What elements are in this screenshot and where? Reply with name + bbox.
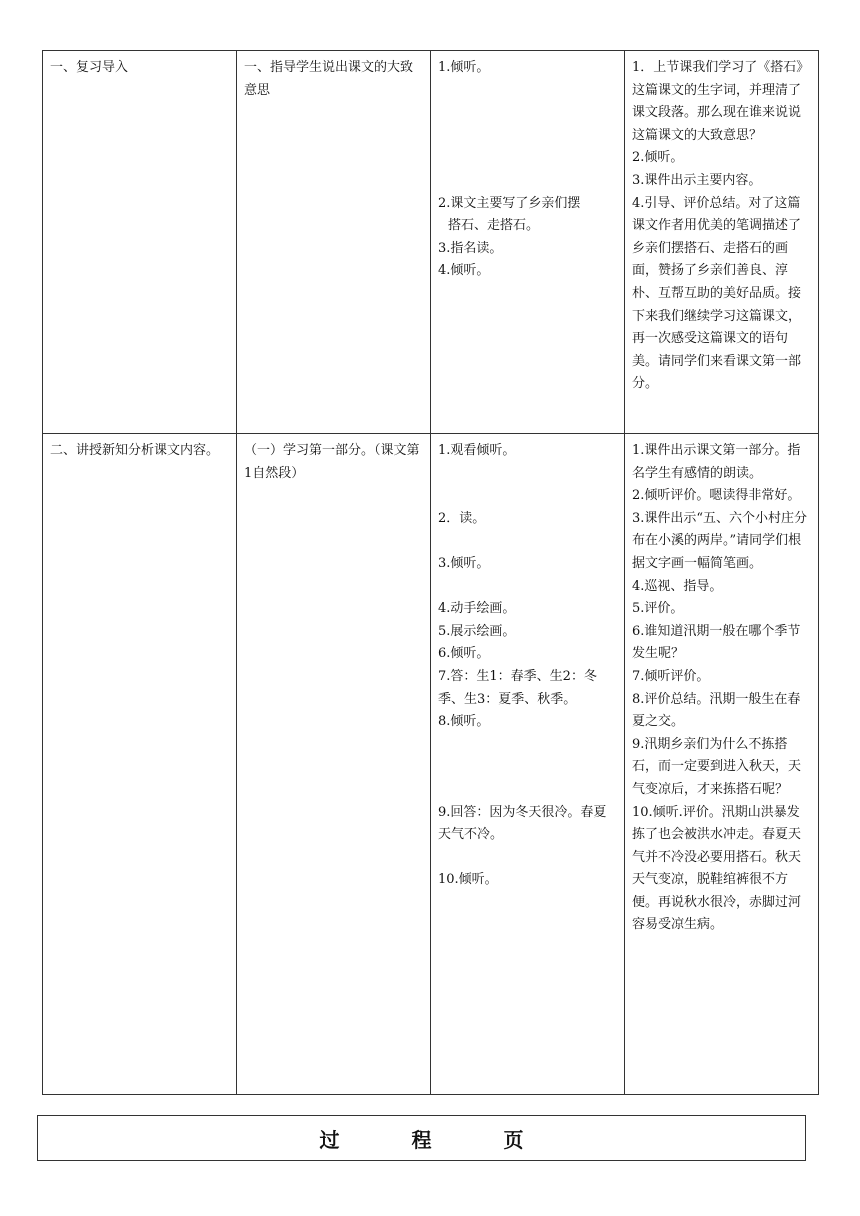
spacer xyxy=(438,756,618,779)
spacer xyxy=(438,576,618,599)
spacer xyxy=(438,102,618,125)
student-line: 1.观看倾听。 xyxy=(438,443,516,458)
table-row xyxy=(43,434,819,1095)
teacher-line: 6.谁知道汛期一般在哪个季节发生呢？ xyxy=(632,623,801,662)
teacher-line: 2.倾听评价。嗯读得非常好。 xyxy=(632,488,801,504)
teacher-line: 4.引导、评价总结。对了这篇课文作者用优美的笔调描述了乡亲们摆搭石、走搭石的画面，赞扬了乡亲们善良、淳朴、互帮互助的美好品质。接下来我们继续学习这篇课文，再一次感受这篇课文的语句美。请同学们来看课文第一部分。 xyxy=(632,195,802,392)
student-line: 4.倾听。 xyxy=(438,263,490,279)
student-line: 7.答：生1：春季、生2：冬季、生3：夏季、秋季。 xyxy=(438,668,597,707)
student-line: 3.倾听。 xyxy=(438,555,490,571)
student-line: 8.倾听。 xyxy=(438,714,490,730)
spacer xyxy=(438,170,618,193)
goal-text: （一）学习第一部分。（课文第1自然段） xyxy=(244,443,420,481)
teacher-activity-cell xyxy=(625,434,819,1095)
spacer xyxy=(438,847,618,870)
teacher-line: 3.课件出示“五、六个小村庄分布在小溪的两岸。”请同学们根据文字画一幅简笔画。 xyxy=(632,510,808,571)
teacher-line: 2.倾听。 xyxy=(632,150,684,166)
lesson-plan-table xyxy=(42,50,819,1095)
student-line: 3.指名读。 xyxy=(438,240,503,256)
goal-cell xyxy=(237,434,431,1095)
teacher-line: 8.评价总结。汛期一般生在春夏之交。 xyxy=(632,691,801,730)
goal-cell xyxy=(237,51,431,434)
table-row xyxy=(43,51,819,434)
teacher-line: 7.倾听评价。 xyxy=(632,668,710,684)
teacher-line: 4.巡视、指导。 xyxy=(632,578,723,594)
student-line: 2.课文主要写了乡亲们摆 xyxy=(438,195,581,211)
spacer xyxy=(438,734,618,757)
student-line: 1.倾听。 xyxy=(438,60,490,75)
spacer xyxy=(438,80,618,103)
spacer xyxy=(438,779,618,802)
teacher-line: 1.课件出示课文第一部分。指名学生有感情的朗读。 xyxy=(632,443,801,481)
spacer xyxy=(438,485,618,508)
student-line: 2．读。 xyxy=(438,510,486,526)
student-line: 6.倾听。 xyxy=(438,646,490,662)
student-line: 搭石、走搭石。 xyxy=(448,218,540,234)
spacer xyxy=(438,125,618,148)
stage-cell xyxy=(43,51,237,434)
teacher-line: 3.课件出示主要内容。 xyxy=(632,172,762,188)
page-footer xyxy=(37,1115,806,1161)
teacher-line: 5.评价。 xyxy=(632,601,684,617)
teacher-line: 10.倾听.评价。汛期山洪暴发拣了也会被洪水冲走。春夏天气并不冷没必要用搭石。秋天天气变凉，脱鞋绾裤很不方便。再说秋水很冷，赤脚过河容易受凉生病。 xyxy=(632,804,802,933)
goal-text: 一、指导学生说出课文的大致意思 xyxy=(244,60,414,98)
student-line: 10.倾听。 xyxy=(438,872,498,888)
spacer xyxy=(438,147,618,170)
stage-text: 一、复习导入 xyxy=(50,60,129,75)
teacher-line: 1．上节课我们学习了《搭石》这篇课文的生字词，并理清了课文段落。那么现在谁来说说这篇课文的大致意思？ xyxy=(632,60,810,143)
student-activity-cell xyxy=(431,51,625,434)
teacher-activity-cell xyxy=(625,51,819,434)
student-activity-cell xyxy=(431,434,625,1095)
student-line: 4.动手绘画。 xyxy=(438,601,516,617)
student-line: 5.展示绘画。 xyxy=(438,623,516,639)
student-line: 9.回答：因为冬天很冷。春夏天气不冷。 xyxy=(438,804,607,843)
spacer xyxy=(438,530,618,553)
spacer xyxy=(438,463,618,486)
stage-cell xyxy=(43,434,237,1095)
teacher-line: 9.汛期乡亲们为什么不拣搭石，而一定要到进入秋天，天气变凉后，才来拣搭石呢？ xyxy=(632,736,802,797)
footer-title: 过程页 xyxy=(319,1127,596,1152)
stage-text: 二、讲授新知分析课文内容。 xyxy=(50,443,220,458)
